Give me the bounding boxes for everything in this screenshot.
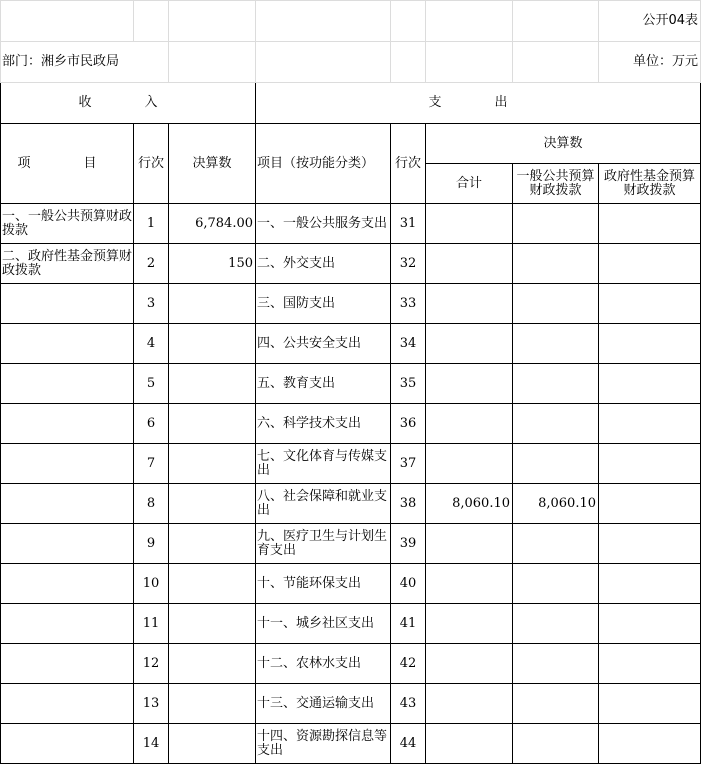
table-row: [1, 524, 701, 564]
line-cell[interactable]: 4: [134, 324, 169, 364]
income-amount-cell[interactable]: [169, 404, 256, 444]
line-cell[interactable]: 11: [134, 604, 169, 644]
income-item-cell[interactable]: [1, 284, 134, 324]
line-cell[interactable]: 10: [134, 564, 169, 604]
gov-fund-cell[interactable]: [599, 524, 701, 564]
exp-line-cell[interactable]: 38: [391, 484, 426, 524]
total-header[interactable]: 合计: [426, 164, 513, 204]
table-row: [1, 324, 701, 364]
income-header[interactable]: [1, 83, 256, 124]
exp-line-cell[interactable]: 35: [391, 364, 426, 404]
exp-line-cell[interactable]: 41: [391, 604, 426, 644]
gov-fund-cell[interactable]: [599, 324, 701, 364]
item-by-function-header[interactable]: 项目（按功能分类）: [256, 124, 391, 204]
income-header-text: 收 入: [78, 95, 178, 110]
income-item-cell[interactable]: [1, 644, 134, 684]
exp-line-cell[interactable]: 37: [391, 444, 426, 484]
cell[interactable]: [169, 1, 256, 42]
total-cell[interactable]: [426, 244, 513, 284]
table-row: [1, 244, 701, 284]
general-budget-cell[interactable]: [513, 564, 599, 604]
gov-fund-cell[interactable]: [599, 404, 701, 444]
income-item-cell[interactable]: [1, 604, 134, 644]
income-amount-cell[interactable]: [169, 324, 256, 364]
income-amount-cell[interactable]: 6,784.00: [169, 204, 256, 244]
gov-fund-cell[interactable]: [599, 244, 701, 284]
exp-line-cell[interactable]: 39: [391, 524, 426, 564]
income-amount-cell[interactable]: [169, 604, 256, 644]
cell[interactable]: [513, 42, 599, 83]
expenditure-header-text: 支 出: [428, 95, 528, 110]
general-budget-cell[interactable]: 8,060.10: [513, 484, 599, 524]
line-cell[interactable]: 13: [134, 684, 169, 724]
income-amount-cell[interactable]: [169, 684, 256, 724]
income-item-cell[interactable]: [1, 404, 134, 444]
line-cell[interactable]: 6: [134, 404, 169, 444]
data-rows: [1, 204, 701, 764]
general-budget-header[interactable]: 一般公共预算财政拨款: [513, 164, 599, 204]
gov-fund-cell[interactable]: [599, 564, 701, 604]
general-budget-cell[interactable]: [513, 604, 599, 644]
total-cell[interactable]: [426, 724, 513, 764]
total-cell[interactable]: [426, 644, 513, 684]
general-budget-cell[interactable]: [513, 324, 599, 364]
exp-item-cell[interactable]: 六、科学技术支出: [256, 404, 391, 444]
item-header[interactable]: [1, 124, 134, 204]
line-cell[interactable]: 12: [134, 644, 169, 684]
cell[interactable]: [169, 42, 256, 83]
cell[interactable]: [391, 1, 426, 42]
income-item-cell[interactable]: 一、一般公共预算财政拨款: [1, 204, 134, 244]
exp-item-cell[interactable]: 四、公共安全支出: [256, 324, 391, 364]
table-row: [1, 404, 701, 444]
income-item-cell[interactable]: [1, 724, 134, 764]
final-amount-header[interactable]: 决算数: [169, 124, 256, 204]
exp-line-cell[interactable]: 34: [391, 324, 426, 364]
department-label[interactable]: 部门：湘乡市民政局: [1, 42, 169, 83]
total-cell[interactable]: [426, 564, 513, 604]
table-row: [1, 644, 701, 684]
income-amount-cell[interactable]: [169, 724, 256, 764]
table-row: [1, 364, 701, 404]
income-item-cell[interactable]: [1, 364, 134, 404]
gov-fund-cell[interactable]: [599, 604, 701, 644]
exp-item-cell[interactable]: 七、文化体育与传媒支出: [256, 444, 391, 484]
exp-item-cell[interactable]: 九、医疗卫生与计划生育支出: [256, 524, 391, 564]
cell[interactable]: [256, 1, 391, 42]
gov-fund-cell[interactable]: [599, 444, 701, 484]
exp-item-cell[interactable]: 一、一般公共服务支出: [256, 204, 391, 244]
general-budget-cell[interactable]: [513, 204, 599, 244]
unit-label[interactable]: 单位：万元: [599, 42, 701, 83]
line-cell[interactable]: 9: [134, 524, 169, 564]
income-item-cell[interactable]: [1, 524, 134, 564]
line-cell[interactable]: 7: [134, 444, 169, 484]
income-item-cell[interactable]: [1, 484, 134, 524]
line-cell[interactable]: 3: [134, 284, 169, 324]
gov-fund-cell[interactable]: [599, 204, 701, 244]
exp-line-cell[interactable]: 36: [391, 404, 426, 444]
income-item-cell[interactable]: [1, 444, 134, 484]
exp-item-cell[interactable]: 五、教育支出: [256, 364, 391, 404]
total-cell[interactable]: [426, 324, 513, 364]
cell[interactable]: [426, 42, 513, 83]
table-row: [1, 604, 701, 644]
income-amount-cell[interactable]: [169, 644, 256, 684]
gov-fund-cell[interactable]: [599, 484, 701, 524]
exp-line-cell[interactable]: 43: [391, 684, 426, 724]
income-amount-cell[interactable]: [169, 484, 256, 524]
line-no-header-2[interactable]: 行次: [391, 124, 426, 204]
income-item-cell[interactable]: [1, 684, 134, 724]
table-row: [1, 684, 701, 724]
table-row: [1, 724, 701, 764]
total-cell[interactable]: [426, 684, 513, 724]
cell[interactable]: [134, 1, 169, 42]
line-no-header[interactable]: 行次: [134, 124, 169, 204]
item-header-text: 项 目: [17, 155, 117, 171]
form-code[interactable]: 公开04表: [599, 1, 701, 42]
total-cell[interactable]: [426, 604, 513, 644]
gov-fund-cell[interactable]: [599, 644, 701, 684]
gov-fund-cell[interactable]: [599, 724, 701, 764]
exp-item-cell[interactable]: 十二、农林水支出: [256, 644, 391, 684]
income-item-cell[interactable]: 二、政府性基金预算财政拨款: [1, 244, 134, 284]
gov-fund-cell[interactable]: [599, 284, 701, 324]
line-cell[interactable]: 14: [134, 724, 169, 764]
exp-item-cell[interactable]: 八、社会保障和就业支出: [256, 484, 391, 524]
income-item-cell[interactable]: [1, 324, 134, 364]
table-row: [1, 204, 701, 244]
general-budget-cell[interactable]: [513, 284, 599, 324]
income-amount-cell[interactable]: 150: [169, 244, 256, 284]
exp-line-cell[interactable]: 32: [391, 244, 426, 284]
cell[interactable]: [426, 1, 513, 42]
total-cell[interactable]: [426, 404, 513, 444]
line-cell[interactable]: 1: [134, 204, 169, 244]
exp-item-cell[interactable]: 十、节能环保支出: [256, 564, 391, 604]
line-cell[interactable]: 8: [134, 484, 169, 524]
income-amount-cell[interactable]: [169, 564, 256, 604]
exp-line-cell[interactable]: 33: [391, 284, 426, 324]
table-row: [1, 444, 701, 484]
total-cell[interactable]: [426, 364, 513, 404]
general-budget-cell[interactable]: [513, 724, 599, 764]
income-amount-cell[interactable]: [169, 524, 256, 564]
income-item-cell[interactable]: [1, 564, 134, 604]
income-amount-cell[interactable]: [169, 444, 256, 484]
final-amount-group-header[interactable]: 决算数: [426, 124, 701, 164]
gov-fund-cell[interactable]: [599, 684, 701, 724]
general-budget-cell[interactable]: [513, 644, 599, 684]
total-cell[interactable]: [426, 204, 513, 244]
table-row: [1, 564, 701, 604]
total-cell[interactable]: [426, 444, 513, 484]
exp-line-cell[interactable]: 31: [391, 204, 426, 244]
table-row: [1, 284, 701, 324]
gov-fund-cell[interactable]: [599, 364, 701, 404]
income-amount-cell[interactable]: [169, 364, 256, 404]
gov-fund-header[interactable]: 政府性基金预算财政拨款: [599, 164, 701, 204]
general-budget-cell[interactable]: [513, 404, 599, 444]
exp-line-cell[interactable]: 42: [391, 644, 426, 684]
cell[interactable]: [391, 42, 426, 83]
exp-item-cell[interactable]: 十三、交通运输支出: [256, 684, 391, 724]
general-budget-cell[interactable]: [513, 444, 599, 484]
line-cell[interactable]: 5: [134, 364, 169, 404]
exp-line-cell[interactable]: 40: [391, 564, 426, 604]
line-cell[interactable]: 2: [134, 244, 169, 284]
income-amount-cell[interactable]: [169, 284, 256, 324]
exp-item-cell[interactable]: 二、外交支出: [256, 244, 391, 284]
general-budget-cell[interactable]: [513, 244, 599, 284]
exp-line-cell[interactable]: 44: [391, 724, 426, 764]
exp-item-cell[interactable]: 十四、资源勘探信息等支出: [256, 724, 391, 764]
cell[interactable]: [256, 42, 391, 83]
expenditure-header[interactable]: [256, 83, 701, 124]
cell[interactable]: [1, 1, 134, 42]
exp-item-cell[interactable]: 十一、城乡社区支出: [256, 604, 391, 644]
general-budget-cell[interactable]: [513, 684, 599, 724]
general-budget-cell[interactable]: [513, 364, 599, 404]
general-budget-cell[interactable]: [513, 524, 599, 564]
total-cell[interactable]: [426, 524, 513, 564]
total-cell[interactable]: [426, 284, 513, 324]
total-cell[interactable]: 8,060.10: [426, 484, 513, 524]
table-row: [1, 484, 701, 524]
cell[interactable]: [513, 1, 599, 42]
exp-item-cell[interactable]: 三、国防支出: [256, 284, 391, 324]
